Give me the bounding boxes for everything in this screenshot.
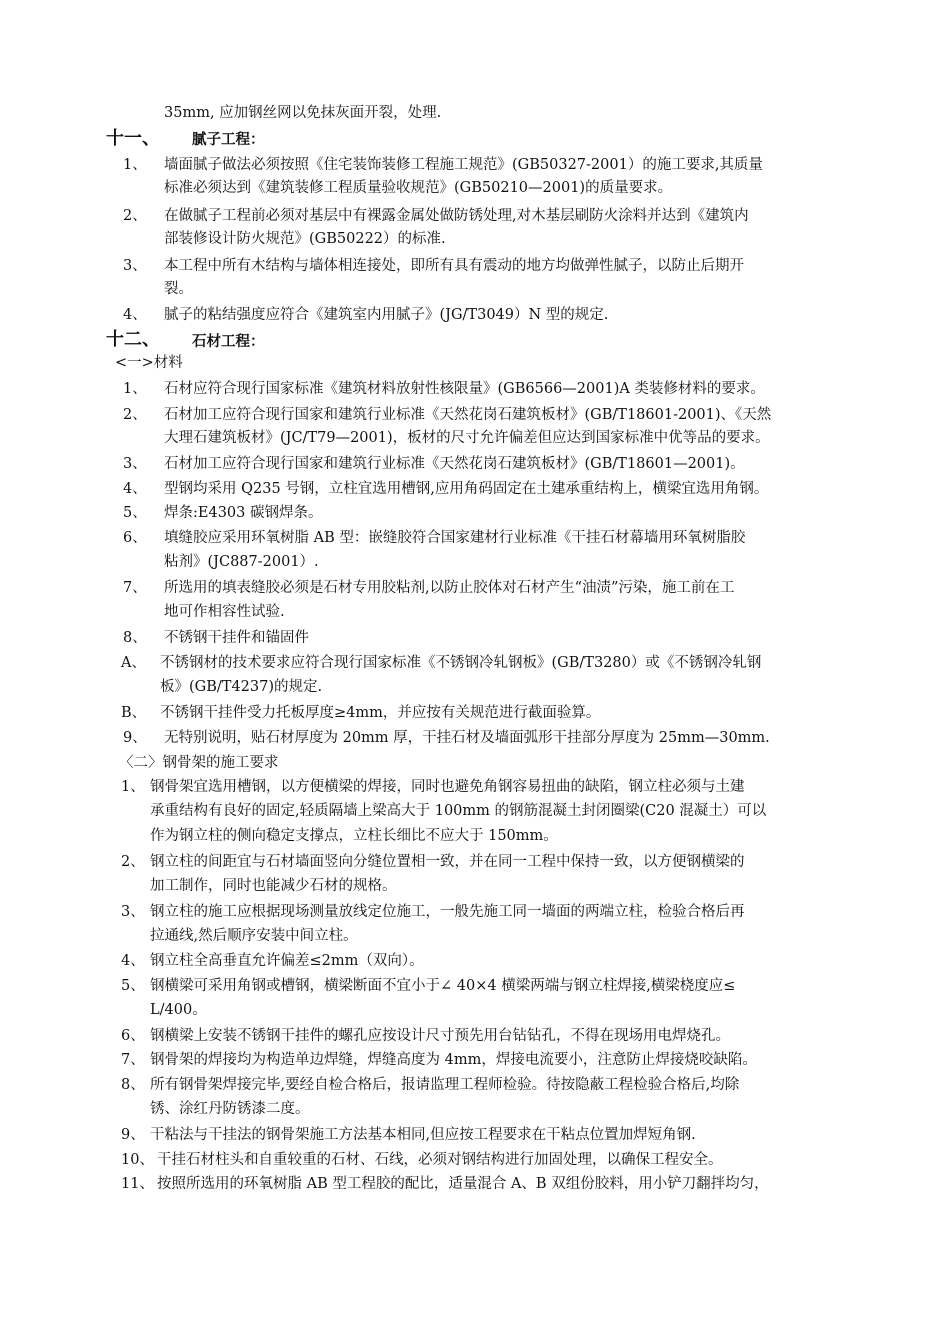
steel-item-3-line-1: 钢立柱的施工应根据现场测量放线定位施工，一般先施工同一墙面的两端立柱，检验合格后再 — [150, 904, 745, 920]
steel-item-5-line-1: 钢横梁可采用角钢或槽钢，横梁断面不宜小于∠ 40×4 横梁两端与钢立柱焊接,横梁桡度应≤ — [150, 978, 736, 994]
s12-item-2-line-1: 石材加工应符合现行国家和建筑行业标准《天然花岗石建筑板材》(GB/T18601-2001)、《天然 — [164, 407, 772, 423]
s12-item-6-line-2: 粘剂》(JC887-2001）. — [164, 554, 319, 570]
s11-item-4-number: 4、 — [123, 307, 147, 323]
steel-item-10-number: 10、 — [121, 1152, 154, 1168]
section-11-title: 腻子工程： — [192, 132, 265, 148]
s12-item-2-line-2: 大理石建筑板材》(JC/T79—2001)，板材的尺寸允许偏差但应达到国家标准中优等品的要求。 — [164, 430, 770, 446]
s12-sub-a-line-1: 不锈钢材的技术要求应符合现行国家标准《不锈钢冷轧钢板》(GB/T3280）或《不锈钢冷轧钢 — [160, 655, 762, 671]
s12-item-4-number: 4、 — [123, 481, 147, 497]
subsection-steel-heading: 〈二〉钢骨架的施工要求 — [119, 755, 279, 771]
steel-item-10-line-1: 干挂石材柱头和自重较重的石材、石线，必须对钢结构进行加固处理，以确保工程安全。 — [157, 1152, 723, 1168]
steel-item-7-line-1: 钢骨架的焊接均为构造单边焊缝，焊缝高度为 4mm，焊接电流要小，注意防止焊接烧咬缺陷。 — [150, 1052, 757, 1068]
s11-item-2-line-1: 在做腻子工程前必须对基层中有裸露金属处做防锈处理,对木基层刷防火涂料并达到《建筑内 — [164, 208, 749, 224]
steel-item-2-line-1: 钢立柱的间距宜与石材墙面竖向分缝位置相一致，并在同一工程中保持一致，以方便钢横梁的 — [150, 854, 745, 870]
s11-item-3-line-1: 本工程中所有木结构与墙体相连接处，即所有具有震动的地方均做弹性腻子，以防止后期开 — [164, 258, 744, 274]
steel-item-2-line-2: 加工制作，同时也能减少石材的规格。 — [150, 878, 397, 894]
steel-item-6-number: 6、 — [121, 1028, 145, 1044]
s11-item-3-line-2: 裂。 — [164, 281, 193, 297]
s12-item-9-line-1: 无特别说明，贴石材厚度为 20mm 厚，干挂石材及墙面弧形干挂部分厚度为 25mm—30mm. — [164, 730, 770, 746]
s12-sub-b-line-1: 不锈钢干挂件受力托板厚度≥4mm，并应按有关规范进行截面验算。 — [160, 705, 601, 721]
steel-item-4-line-1: 钢立柱全高垂直允许偏差≤2mm（双向）。 — [150, 953, 424, 969]
steel-item-3-line-2: 拉通线,然后顺序安装中间立柱。 — [150, 928, 358, 944]
s12-item-8-line-1: 不锈钢干挂件和锚固件 — [164, 630, 309, 646]
s12-sub-a-number: A、 — [121, 655, 146, 671]
steel-item-6-line-1: 钢横梁上安装不锈钢干挂件的螺孔应按设计尺寸预先用台钻钻孔，不得在现场用电焊烧孔。 — [150, 1028, 730, 1044]
s11-item-3-number: 3、 — [123, 258, 147, 274]
continuation-line: 35mm, 应加钢丝网以免抹灰面开裂，处理. — [164, 105, 442, 121]
section-11-number: 十一、 — [106, 128, 160, 149]
steel-item-8-line-2: 锈、涂红丹防锈漆二度。 — [150, 1101, 310, 1117]
section-12-title: 石材工程： — [192, 334, 265, 350]
steel-item-7-number: 7、 — [121, 1052, 145, 1068]
s12-item-5-number: 5、 — [123, 505, 147, 521]
s12-sub-a-line-2: 板》(GB/T4237)的规定. — [160, 679, 323, 695]
s12-item-3-number: 3、 — [123, 456, 147, 472]
s12-item-7-number: 7、 — [123, 580, 147, 596]
s11-item-4-line-1: 腻子的粘结强度应符合《建筑室内用腻子》(JG/T3049）N 型的规定. — [164, 307, 609, 323]
s11-item-1-number: 1、 — [123, 157, 147, 173]
s11-item-1-line-1: 墙面腻子做法必须按照《住宅装饰装修工程施工规范》(GB50327-2001）的施工要求,其质量 — [164, 157, 763, 173]
s12-item-8-number: 8、 — [123, 630, 147, 646]
steel-item-5-line-2: L/400。 — [150, 1002, 207, 1018]
steel-item-1-line-3: 作为钢立柱的侧向稳定支撑点，立柱长细比不应大于 150mm。 — [150, 828, 558, 844]
s12-item-1-line-1: 石材应符合现行国家标准《建筑材料放射性核限量》(GB6566—2001)A 类装修材料的要求。 — [164, 381, 765, 397]
steel-item-3-number: 3、 — [121, 904, 145, 920]
s12-item-6-number: 6、 — [123, 530, 147, 546]
section-12-number: 十二、 — [106, 329, 160, 350]
steel-item-4-number: 4、 — [121, 953, 145, 969]
s12-item-9-number: 9、 — [123, 730, 147, 746]
s12-item-4-line-1: 型钢均采用 Q235 号钢，立柱宜选用槽钢,应用角码固定在土建承重结构上，横梁宜选用角钢。 — [164, 481, 769, 497]
s11-item-2-line-2: 部装修设计防火规范》(GB50222）的标准. — [164, 231, 446, 247]
steel-item-11-number: 11、 — [121, 1176, 154, 1192]
s12-item-6-line-1: 填缝胶应采用环氧树脂 AB 型：嵌缝胶符合国家建材行业标准《干挂石材幕墙用环氧树脂胶 — [164, 530, 746, 546]
steel-item-9-number: 9、 — [121, 1127, 145, 1143]
s12-item-7-line-1: 所选用的填表缝胶必须是石材专用胶粘剂,以防止胶体对石材产生“油渍”污染，施工前在工 — [164, 580, 735, 596]
steel-item-11-line-1: 按照所选用的环氧树脂 AB 型工程胶的配比，适量混合 A、B 双组份胶料，用小铲刀翻拌均匀， — [157, 1176, 769, 1192]
steel-item-1-line-1: 钢骨架宜选用槽钢，以方便横梁的焊接，同时也避免角钢容易扭曲的缺陷，钢立柱必须与土建 — [150, 779, 745, 795]
steel-item-2-number: 2、 — [121, 854, 145, 870]
steel-item-8-line-1: 所有钢骨架焊接完毕,要经自检合格后，报请监理工程师检验。待按隐蔽工程检验合格后,均除 — [150, 1077, 740, 1093]
s12-item-5-line-1: 焊条:E4303 碳钢焊条。 — [164, 505, 323, 521]
steel-item-8-number: 8、 — [121, 1077, 145, 1093]
steel-item-1-line-2: 承重结构有良好的固定,轻质隔墙上梁高大于 100mm 的钢筋混凝土封闭圈梁(C20 混凝土）可以 — [150, 803, 767, 819]
s12-item-1-number: 1、 — [123, 381, 147, 397]
s12-item-7-line-2: 地可作相容性试验. — [164, 604, 285, 620]
s12-sub-b-number: B、 — [121, 705, 147, 721]
steel-item-9-line-1: 干粘法与干挂法的钢骨架施工方法基本相同,但应按工程要求在干粘点位置加焊短角钢. — [150, 1127, 696, 1143]
s12-item-2-number: 2、 — [123, 407, 147, 423]
s11-item-1-line-2: 标准必须达到《建筑装修工程质量验收规范》(GB50210—2001)的质量要求。 — [164, 180, 673, 196]
s12-item-3-line-1: 石材加工应符合现行国家和建筑行业标准《天然花岗石建筑板材》(GB/T18601—2001)。 — [164, 456, 745, 472]
subsection-materials-heading: <一>材料 — [115, 355, 183, 371]
s11-item-2-number: 2、 — [123, 208, 147, 224]
steel-item-1-number: 1、 — [121, 779, 145, 795]
steel-item-5-number: 5、 — [121, 978, 145, 994]
